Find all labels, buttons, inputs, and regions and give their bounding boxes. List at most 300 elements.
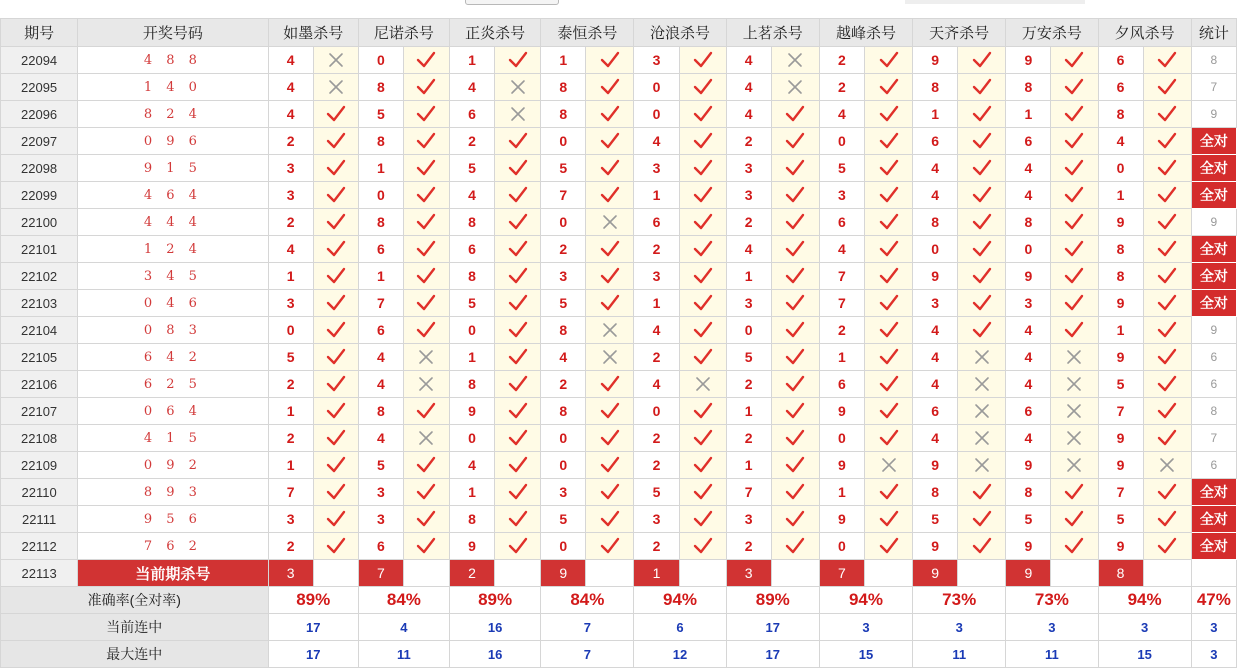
kill-number-cell: 5	[358, 101, 403, 128]
result-cell	[771, 101, 819, 128]
kill-number-cell: 4	[1006, 317, 1051, 344]
result-cell	[771, 533, 819, 560]
kill-number-cell: 2	[634, 425, 679, 452]
kill-number-cell: 1	[634, 290, 679, 317]
kill-number-cell: 6	[450, 101, 495, 128]
draw-cell: 4 6 4	[78, 182, 268, 209]
check-icon	[1064, 51, 1084, 69]
kill-number-cell: 0	[358, 47, 403, 74]
check-icon	[785, 483, 805, 501]
check-icon	[1064, 267, 1084, 285]
check-icon	[416, 267, 436, 285]
check-icon	[1157, 159, 1177, 177]
result-cell	[958, 506, 1006, 533]
check-icon	[785, 321, 805, 339]
result-cell	[403, 290, 449, 317]
issue-cell: 22103	[1, 290, 78, 317]
draw-cell: 0 9 6	[78, 128, 268, 155]
summary-value: 89%	[450, 587, 541, 614]
summary-value: 89%	[268, 587, 358, 614]
kill-number-cell: 5	[913, 506, 958, 533]
result-cell	[771, 128, 819, 155]
check-icon	[416, 105, 436, 123]
result-cell	[771, 263, 819, 290]
kill-number-cell: 1	[268, 398, 313, 425]
kill-number-cell: 8	[1006, 479, 1051, 506]
check-icon	[879, 186, 899, 204]
table-row	[1, 182, 1237, 209]
result-cell	[864, 290, 912, 317]
cross-icon	[1065, 456, 1083, 474]
table-row	[1, 47, 1237, 74]
check-icon	[1157, 429, 1177, 447]
check-icon	[416, 483, 436, 501]
table-row	[1, 236, 1237, 263]
check-icon	[600, 537, 620, 555]
kill-number-cell: 3	[268, 182, 313, 209]
kill-number-cell: 9	[1098, 452, 1143, 479]
check-icon	[785, 159, 805, 177]
summary-value: 15	[1098, 641, 1191, 668]
kill-number-cell: 3	[541, 479, 586, 506]
kill-number-cell: 6	[1006, 128, 1051, 155]
kill-number-cell: 6	[913, 398, 958, 425]
kill-number-cell: 9	[819, 452, 864, 479]
table-row	[1, 74, 1237, 101]
result-cell	[495, 371, 541, 398]
result-cell	[495, 452, 541, 479]
result-cell	[586, 47, 634, 74]
cross-icon	[1065, 348, 1083, 366]
kill-number-cell: 4	[358, 371, 403, 398]
kill-number-cell: 2	[726, 425, 771, 452]
result-cell	[864, 236, 912, 263]
check-icon	[1157, 402, 1177, 420]
result-cell	[313, 290, 358, 317]
check-icon	[972, 321, 992, 339]
current-streak-row	[1, 614, 1237, 641]
kill-number-cell: 0	[1006, 236, 1051, 263]
result-cell	[679, 155, 726, 182]
check-icon	[326, 267, 346, 285]
issue-cell: 22094	[1, 47, 78, 74]
kill-number-cell: 7	[1098, 479, 1143, 506]
kill-number-cell: 2	[634, 533, 679, 560]
check-icon	[416, 294, 436, 312]
kill-number-cell: 3	[726, 506, 771, 533]
cross-icon	[973, 348, 991, 366]
result-cell	[1051, 182, 1098, 209]
result-cell	[864, 74, 912, 101]
kill-number-cell: 3	[358, 506, 403, 533]
check-icon	[972, 51, 992, 69]
kill-number-cell: 3	[1006, 290, 1051, 317]
result-cell	[958, 452, 1006, 479]
kill-number-cell: 5	[541, 506, 586, 533]
check-icon	[1157, 213, 1177, 231]
result-cell	[495, 290, 541, 317]
issue-cell: 22104	[1, 317, 78, 344]
check-icon	[693, 51, 713, 69]
kill-number-cell: 8	[541, 101, 586, 128]
result-cell	[1143, 290, 1191, 317]
summary-value: 17	[726, 614, 819, 641]
accuracy-row	[1, 587, 1237, 614]
summary-value: 84%	[541, 587, 634, 614]
check-icon	[600, 78, 620, 96]
all-correct-badge: 全对	[1191, 236, 1236, 263]
result-cell	[586, 128, 634, 155]
kill-number-cell: 4	[450, 74, 495, 101]
check-icon	[785, 213, 805, 231]
faint-text	[905, 0, 1085, 4]
kill-number-cell: 8	[450, 506, 495, 533]
blank-cell	[958, 560, 1006, 587]
kill-number-cell: 8	[1098, 236, 1143, 263]
kill-number-cell: 4	[268, 74, 313, 101]
result-cell	[679, 263, 726, 290]
result-cell	[679, 371, 726, 398]
kill-number-cell: 0	[541, 209, 586, 236]
result-cell	[495, 182, 541, 209]
kill-number-cell: 9	[1098, 425, 1143, 452]
result-cell	[958, 236, 1006, 263]
result-cell	[1143, 398, 1191, 425]
cross-icon	[417, 429, 435, 447]
blank-cell	[1191, 560, 1236, 587]
check-icon	[785, 429, 805, 447]
kill-number-cell: 4	[819, 101, 864, 128]
result-cell	[586, 209, 634, 236]
check-icon	[1157, 132, 1177, 150]
kill-number-cell: 8	[450, 371, 495, 398]
check-icon	[972, 483, 992, 501]
check-icon	[972, 240, 992, 258]
kill-number-cell: 4	[1006, 182, 1051, 209]
check-icon	[600, 105, 620, 123]
result-cell	[586, 425, 634, 452]
check-icon	[1157, 483, 1177, 501]
check-icon	[1064, 213, 1084, 231]
check-icon	[693, 294, 713, 312]
kill-number-cell: 9	[1098, 290, 1143, 317]
result-cell	[313, 236, 358, 263]
kill-number-cell: 4	[1006, 155, 1051, 182]
header-stat: 统计	[1191, 19, 1236, 47]
result-cell	[1051, 344, 1098, 371]
current-kill-number: 3	[726, 560, 771, 587]
max-streak-row	[1, 641, 1237, 668]
result-cell	[1143, 506, 1191, 533]
result-cell	[679, 317, 726, 344]
result-cell	[864, 398, 912, 425]
issue-cell: 22112	[1, 533, 78, 560]
check-icon	[508, 321, 528, 339]
kill-number-cell: 5	[541, 155, 586, 182]
draw-cell: 0 6 4	[78, 398, 268, 425]
table-row	[1, 425, 1237, 452]
result-cell	[313, 479, 358, 506]
check-icon	[879, 348, 899, 366]
kill-number-cell: 6	[1098, 74, 1143, 101]
result-cell	[1051, 209, 1098, 236]
check-icon	[1157, 321, 1177, 339]
header-draw: 开奖号码	[78, 19, 268, 47]
check-icon	[693, 483, 713, 501]
kill-number-cell: 5	[1098, 371, 1143, 398]
kill-number-cell: 4	[913, 425, 958, 452]
result-cell	[771, 425, 819, 452]
kill-number-cell: 2	[268, 371, 313, 398]
check-icon	[785, 375, 805, 393]
check-icon	[508, 510, 528, 528]
check-icon	[416, 51, 436, 69]
check-icon	[326, 240, 346, 258]
current-row	[1, 560, 1237, 587]
result-cell	[586, 371, 634, 398]
check-icon	[1064, 510, 1084, 528]
issue-cell: 22101	[1, 236, 78, 263]
check-icon	[879, 510, 899, 528]
summary-value: 4	[358, 614, 449, 641]
result-cell	[1051, 74, 1098, 101]
check-icon	[600, 240, 620, 258]
kill-number-table	[0, 18, 1237, 668]
result-cell	[864, 317, 912, 344]
kill-number-cell: 2	[268, 533, 313, 560]
check-icon	[508, 429, 528, 447]
stat-cell: 8	[1191, 47, 1236, 74]
result-cell	[864, 47, 912, 74]
check-icon	[879, 267, 899, 285]
result-cell	[679, 128, 726, 155]
result-cell	[771, 182, 819, 209]
result-cell	[958, 398, 1006, 425]
cross-icon	[327, 78, 345, 96]
result-cell	[771, 155, 819, 182]
result-cell	[586, 182, 634, 209]
kill-number-cell: 2	[726, 371, 771, 398]
kill-number-cell: 9	[1098, 533, 1143, 560]
header-expert: 夕风杀号	[1098, 19, 1191, 47]
check-icon	[879, 51, 899, 69]
summary-label: 当前连中	[1, 614, 269, 641]
kill-number-cell: 5	[450, 155, 495, 182]
current-kill-number: 2	[450, 560, 495, 587]
kill-number-cell: 1	[358, 155, 403, 182]
check-icon	[693, 402, 713, 420]
kill-number-cell: 2	[268, 128, 313, 155]
stat-cell: 6	[1191, 371, 1236, 398]
blank-cell	[495, 560, 541, 587]
result-cell	[1143, 533, 1191, 560]
kill-number-cell: 0	[726, 317, 771, 344]
result-cell	[958, 155, 1006, 182]
kill-number-cell: 4	[913, 371, 958, 398]
result-cell	[771, 74, 819, 101]
result-cell	[1051, 371, 1098, 398]
draw-cell: 9 1 5	[78, 155, 268, 182]
result-cell	[403, 533, 449, 560]
all-correct-badge: 全对	[1191, 128, 1236, 155]
kill-number-cell: 0	[634, 398, 679, 425]
blank-cell	[586, 560, 634, 587]
summary-value: 94%	[634, 587, 726, 614]
summary-value: 6	[634, 614, 726, 641]
result-cell	[1143, 263, 1191, 290]
check-icon	[508, 51, 528, 69]
result-cell	[313, 371, 358, 398]
result-cell	[1143, 317, 1191, 344]
result-cell	[586, 74, 634, 101]
check-icon	[326, 375, 346, 393]
result-cell	[1143, 74, 1191, 101]
check-icon	[972, 159, 992, 177]
cross-icon	[1158, 456, 1176, 474]
check-icon	[785, 348, 805, 366]
header-issue: 期号	[1, 19, 78, 47]
result-cell	[958, 263, 1006, 290]
check-icon	[508, 456, 528, 474]
check-icon	[1157, 267, 1177, 285]
check-icon	[785, 456, 805, 474]
result-cell	[313, 317, 358, 344]
result-cell	[586, 452, 634, 479]
result-cell	[495, 128, 541, 155]
result-cell	[495, 425, 541, 452]
result-cell	[771, 47, 819, 74]
result-cell	[403, 398, 449, 425]
kill-number-cell: 5	[268, 344, 313, 371]
summary-value: 3	[819, 614, 912, 641]
check-icon	[1157, 78, 1177, 96]
header-expert: 越峰杀号	[819, 19, 912, 47]
check-icon	[416, 186, 436, 204]
check-icon	[693, 105, 713, 123]
check-icon	[326, 321, 346, 339]
filter-control[interactable]	[465, 0, 559, 5]
result-cell	[403, 344, 449, 371]
check-icon	[508, 267, 528, 285]
result-cell	[1051, 452, 1098, 479]
kill-number-cell: 4	[726, 47, 771, 74]
header-expert: 正炎杀号	[450, 19, 541, 47]
check-icon	[416, 159, 436, 177]
result-cell	[403, 506, 449, 533]
result-cell	[1143, 425, 1191, 452]
kill-number-cell: 2	[268, 209, 313, 236]
result-cell	[1051, 236, 1098, 263]
result-cell	[864, 128, 912, 155]
result-cell	[586, 533, 634, 560]
blank-cell	[864, 560, 912, 587]
check-icon	[693, 537, 713, 555]
check-icon	[785, 240, 805, 258]
issue-cell: 22095	[1, 74, 78, 101]
check-icon	[1157, 294, 1177, 312]
table-row	[1, 101, 1237, 128]
check-icon	[693, 429, 713, 447]
check-icon	[600, 159, 620, 177]
kill-number-cell: 6	[1098, 47, 1143, 74]
result-cell	[864, 209, 912, 236]
kill-number-cell: 8	[1006, 209, 1051, 236]
kill-number-cell: 2	[541, 236, 586, 263]
result-cell	[313, 182, 358, 209]
check-icon	[326, 510, 346, 528]
kill-number-cell: 8	[1098, 263, 1143, 290]
current-kill-number: 9	[1006, 560, 1051, 587]
result-cell	[864, 425, 912, 452]
check-icon	[972, 510, 992, 528]
result-cell	[679, 74, 726, 101]
check-icon	[508, 483, 528, 501]
summary-value: 17	[268, 614, 358, 641]
result-cell	[958, 290, 1006, 317]
kill-number-cell: 5	[358, 452, 403, 479]
draw-cell: 1 4 0	[78, 74, 268, 101]
kill-number-cell: 9	[1006, 47, 1051, 74]
stat-cell: 7	[1191, 425, 1236, 452]
check-icon	[879, 132, 899, 150]
cross-icon	[973, 429, 991, 447]
kill-number-cell: 0	[819, 425, 864, 452]
kill-number-cell: 4	[1006, 344, 1051, 371]
current-kill-number: 8	[1098, 560, 1143, 587]
result-cell	[313, 398, 358, 425]
result-cell	[864, 506, 912, 533]
result-cell	[313, 344, 358, 371]
check-icon	[693, 78, 713, 96]
kill-number-cell: 4	[358, 425, 403, 452]
result-cell	[403, 452, 449, 479]
kill-number-cell: 8	[541, 398, 586, 425]
table-row	[1, 317, 1237, 344]
result-cell	[958, 74, 1006, 101]
result-cell	[495, 317, 541, 344]
result-cell	[495, 506, 541, 533]
kill-number-cell: 0	[450, 425, 495, 452]
kill-number-cell: 1	[726, 398, 771, 425]
kill-number-cell: 1	[450, 344, 495, 371]
check-icon	[1157, 510, 1177, 528]
kill-number-cell: 8	[541, 74, 586, 101]
table-row	[1, 128, 1237, 155]
check-icon	[416, 321, 436, 339]
result-cell	[771, 236, 819, 263]
header-expert: 万安杀号	[1006, 19, 1098, 47]
table-row	[1, 155, 1237, 182]
kill-number-cell: 3	[726, 290, 771, 317]
result-cell	[679, 506, 726, 533]
result-cell	[495, 263, 541, 290]
blank-cell	[679, 560, 726, 587]
cross-icon	[1065, 375, 1083, 393]
draw-cell: 4 8 8	[78, 47, 268, 74]
result-cell	[1051, 506, 1098, 533]
result-cell	[1143, 155, 1191, 182]
summary-value: 3	[1006, 614, 1098, 641]
kill-number-cell: 7	[358, 290, 403, 317]
summary-value: 73%	[1006, 587, 1098, 614]
current-kill-number: 7	[358, 560, 403, 587]
draw-cell: 8 2 4	[78, 101, 268, 128]
kill-number-cell: 6	[450, 236, 495, 263]
summary-label: 准确率(全对率)	[1, 587, 269, 614]
kill-number-cell: 8	[913, 479, 958, 506]
stat-cell: 6	[1191, 344, 1236, 371]
header-expert: 尼诺杀号	[358, 19, 449, 47]
